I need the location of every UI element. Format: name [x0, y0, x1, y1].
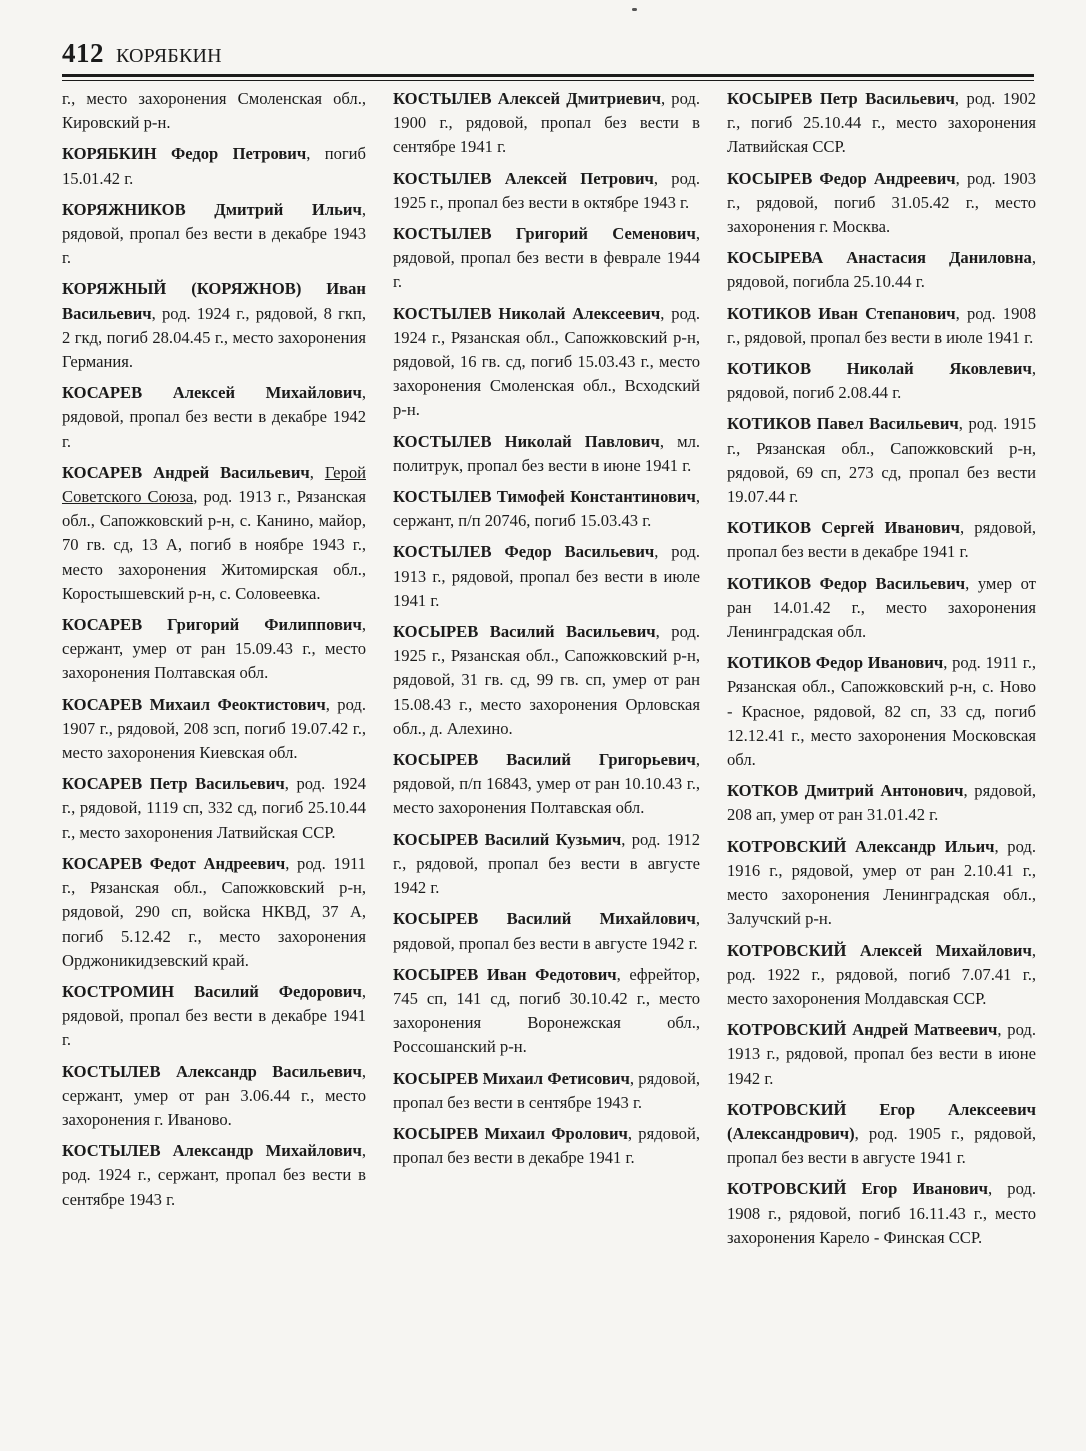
entry-name: КОТРОВСКИЙ Егор Иванович — [727, 1179, 988, 1199]
entry-name: КОТИКОВ Николай Яковлевич — [727, 359, 1032, 379]
entry-name: КОСТЫЛЕВ Николай Павлович — [393, 431, 660, 451]
entry-text: , рядовой, пропал без вести в декабре 1941 г. — [727, 518, 1037, 562]
entry-name: КОСТЫЛЕВ Григорий Семенович — [393, 224, 696, 244]
entry — [393, 748, 700, 821]
entry-text: , мл. политрук, пропал без вести в июне 1941 г. — [393, 431, 700, 475]
entry — [727, 835, 1036, 932]
entry-name: КОСАРЕВ Михаил Феоктистович — [62, 694, 326, 714]
entry-name: КОСТЫЛЕВ Федор Васильевич — [393, 542, 655, 562]
entry-name: КОТИКОВ Федор Васильевич — [727, 573, 966, 593]
entry-name: КОСЫРЕВ Михаил Фролович — [393, 1123, 628, 1143]
entry-name: КОСЫРЕВ Петр Васильевич — [727, 89, 955, 108]
entry — [393, 222, 700, 295]
entry-text: , род. 1925 г., Рязанская обл., Сапожковский р-н, рядовой, 31 гв. сд, 99 гв. сп, умер от ран 15.08.43 г., место захоронения Орловская обл., д. Алехино. — [393, 622, 700, 738]
entry-text: , погиб 15.01.42 г. — [62, 144, 366, 188]
entry-name: КОРЯЖНЫЙ (КОРЯЖНОВ) Иван Васильевич — [62, 279, 366, 323]
entry — [393, 167, 700, 215]
entry-text: , род. 1902 г., погиб 25.10.44 г., место захоронения Латвийская ССР. — [727, 89, 1036, 157]
entry — [727, 1177, 1036, 1250]
entry-name: КОСЫРЕВ Василий Кузьмич — [393, 829, 622, 849]
entry-text: , род. 1913 г., Рязанская обл., Сапожковский р-н, с. Канино, майор, 70 гв. сд, 13 А, погиб в ноябре 1943 г., место захоронения Житомирская обл., Коростышевский р-н, с. Соловеевка. — [62, 487, 366, 603]
header-rule-thin — [62, 80, 1034, 81]
entry-text: , род. 1913 г., рядовой, пропал без вести в июне 1942 г. — [727, 1020, 1036, 1088]
entry-name: КОСАРЕВ Андрей Васильевич — [62, 462, 310, 482]
entry-name: КОСАРЕВ Григорий Филиппович — [62, 615, 362, 635]
entry-text: , род. 1924 г., Рязанская обл., Сапожковский р-н, рядовой, 16 гв. сд, погиб 15.03.43 г., место захоронения Смоленская обл., Всходский р-н. — [393, 303, 700, 420]
entry-name: КОРЯБКИН Федор Петрович — [62, 144, 307, 164]
entry-name: КОСЫРЕВ Федор Андреевич — [727, 168, 956, 188]
entry — [727, 651, 1036, 772]
entry-name: КОТРОВСКИЙ Алексей Михайлович — [727, 940, 1032, 960]
entry-name: КОСЫРЕВ Михаил Фетисович — [393, 1068, 630, 1088]
entry — [62, 461, 366, 606]
entry-text: , род. 1915 г., Рязанская обл., Сапожковский р-н, рядовой, 69 сп, 273 сд, пропал без вести 19.07.44 г. — [727, 414, 1037, 507]
entry-name: КОРЯЖНИКОВ Дмитрий Ильич — [62, 199, 362, 219]
entry-name: КОТРОВСКИЙ Александр Ильич — [727, 836, 995, 856]
page-number: 412 — [62, 38, 104, 68]
entry — [62, 381, 366, 454]
entry-text: , сержант, умер от ран 15.09.43 г., место захоронения Полтавская обл. — [62, 615, 366, 683]
text-column-2 — [393, 87, 700, 1177]
entry-name: КОТКОВ Дмитрий Антонович — [727, 781, 964, 801]
entry-text: , род. 1912 г., рядовой, пропал без вести в августе 1942 г. — [393, 829, 700, 898]
entry — [727, 1018, 1036, 1091]
entry-text: , сержант, умер от ран 3.06.44 г., место захоронения г. Иваново. — [62, 1061, 366, 1129]
entry — [393, 828, 700, 901]
entry — [62, 772, 366, 845]
entry-text: , рядовой, пропал без вести в феврале 1944 г. — [393, 224, 700, 292]
entry — [727, 516, 1036, 564]
entry-text: , род. 1922 г., рядовой, погиб 7.07.41 г., место захоронения Молдавская ССР. — [727, 940, 1036, 1008]
entry-text: , род. 1903 г., рядовой, погиб 31.05.42 г., место захоронения г. Москва. — [727, 168, 1037, 237]
entry-text: , рядовой, пропал без вести в декабре 1941 г. — [393, 1123, 700, 1168]
entry-text: , род. 1916 г., рядовой, умер от ран 2.10.41 г., место захоронения Ленинградская обл., Залучский р-н. — [727, 836, 1036, 929]
entry — [393, 907, 700, 955]
entry-text: , — [309, 462, 325, 482]
entry-text: , рядовой, п/п 16843, умер от ран 10.10.43 г., место захоронения Полтавская обл. — [393, 750, 700, 818]
entry-text: , род. 1924 г., рядовой, 8 гкп, 2 гкд, погиб 28.04.45 г., место захоронения Германия. — [62, 303, 366, 372]
entry — [62, 277, 366, 374]
entry-text: , род. 1911 г., Рязанская обл., Сапожковский р-н, с. Ново - Красное, рядовой, 82 сп, 33 сд, погиб 12.12.41 г., место захоронения Московская обл. — [727, 653, 1036, 770]
entry-text: , рядовой, погиб 2.08.44 г. — [727, 359, 1036, 403]
entry — [393, 1067, 700, 1115]
entry — [62, 613, 366, 686]
entry-name: КОСАРЕВ Петр Васильевич — [62, 774, 285, 794]
entry-name: КОТРОВСКИЙ Егор Алексеевич (Александрович) — [727, 1099, 1036, 1143]
entry — [62, 87, 366, 135]
entry — [727, 167, 1036, 240]
entry-text: , рядовой, 208 ап, умер от ран 31.01.42 г. — [727, 781, 1036, 825]
entry-text: , умер от ран 14.01.42 г., место захоронения Ленинградская обл. — [727, 573, 1036, 642]
entry — [727, 779, 1036, 827]
entry — [727, 302, 1036, 350]
entry — [393, 963, 700, 1060]
entry — [727, 412, 1036, 509]
entry — [393, 430, 700, 478]
running-head: КОРЯБКИН — [116, 45, 222, 67]
entry-text: , род. 1908 г., рядовой, пропал без вести в июле 1941 г. — [727, 303, 1036, 347]
entry-name: КОСАРЕВ Алексей Михайлович — [62, 383, 362, 403]
entry-text: , сержант, п/п 20746, погиб 15.03.43 г. — [393, 487, 700, 531]
entry — [727, 572, 1036, 645]
entry — [62, 198, 366, 271]
entry-text: , род. 1924 г., сержант, пропал без вести в сентябре 1943 г. — [62, 1141, 366, 1209]
entry-text: , рядовой, пропал без вести в декабре 1942 г. — [62, 383, 366, 451]
entry-text: , рядовой, пропал без вести в августе 1942 г. — [393, 909, 700, 953]
entry-text: , род. 1913 г., рядовой, пропал без вести в июле 1941 г. — [393, 542, 700, 610]
entry-text: , род. 1911 г., Рязанская обл., Сапожковский р-н, рядовой, 290 сп, войска НКВД, 37 А, погиб 5.12.42 г., место захоронения Орджоникидзевский край. — [62, 853, 366, 970]
entry-name: КОСЫРЕВ Василий Михайлович — [393, 909, 696, 929]
entry-name: КОСАРЕВ Федот Андреевич — [62, 853, 286, 873]
entry-name: КОТИКОВ Павел Васильевич — [727, 414, 959, 434]
entry — [727, 939, 1036, 1012]
entry-name: КОСЫРЕВ Иван Федотович — [393, 964, 617, 984]
entry — [727, 246, 1036, 294]
entry-award: Герой Советского Союза — [62, 462, 367, 507]
entry — [393, 87, 700, 160]
entry-text: , род. 1905 г., рядовой, пропал без вести в августе 1941 г. — [727, 1123, 1036, 1168]
entry — [62, 980, 366, 1053]
entry — [727, 357, 1036, 405]
entry — [62, 852, 366, 973]
entry — [727, 1098, 1036, 1171]
entry-text: , рядовой, пропал без вести в декабре 1941 г. — [62, 981, 366, 1050]
entry-text: , род. 1924 г., рядовой, 1119 сп, 332 сд, погиб 25.10.44 г., место захоронения Латвийская ССР. — [62, 774, 366, 842]
entry-text: , род. 1900 г., рядовой, пропал без вести в сентябре 1941 г. — [393, 89, 700, 157]
entry — [393, 485, 700, 533]
entry-text: , рядовой, пропал без вести в декабре 1943 г. — [62, 199, 366, 268]
entry-name: КОСЫРЕВА Анастасия Даниловна — [727, 248, 1032, 268]
text-column-3 — [727, 87, 1036, 1257]
entry-name: КОСТЫЛЕВ Тимофей Константинович — [393, 487, 696, 507]
entry — [393, 540, 700, 613]
entry-text: , рядовой, пропал без вести в сентябре 1943 г. — [393, 1068, 700, 1112]
entry-name: КОТРОВСКИЙ Андрей Матвеевич — [727, 1020, 998, 1040]
entry-name: КОСТЫЛЕВ Александр Васильевич — [62, 1061, 362, 1081]
header-rule-thick — [62, 74, 1034, 77]
entry-name: КОСТЫЛЕВ Николай Алексеевич — [393, 303, 661, 323]
entry-name: КОТИКОВ Федор Иванович — [727, 653, 944, 673]
entry-name: КОСЫРЕВ Василий Васильевич — [393, 622, 656, 642]
entry — [62, 693, 366, 766]
entry — [62, 1060, 366, 1133]
text-column-1 — [62, 87, 366, 1219]
entry-text: , род. 1925 г., пропал без вести в октябре 1943 г. — [393, 168, 700, 212]
entry — [393, 1122, 700, 1170]
entry-name: КОСТЫЛЕВ Алексей Дмитриевич — [393, 89, 661, 108]
entry — [62, 142, 366, 190]
entry — [727, 87, 1036, 160]
entry-name: КОТИКОВ Сергей Иванович — [727, 518, 960, 538]
entry — [393, 620, 700, 741]
page-header — [62, 38, 1034, 69]
entry-name: КОСТЫЛЕВ Алексей Петрович — [393, 168, 654, 188]
entry-text: , род. 1908 г., рядовой, погиб 16.11.43 г., место захоронения Карело - Финская ССР. — [727, 1179, 1036, 1247]
entry — [393, 302, 700, 423]
entry-text: , рядовой, погибла 25.10.44 г. — [727, 248, 1036, 292]
entry-name: КОТИКОВ Иван Степанович — [727, 303, 956, 323]
entry — [62, 1139, 366, 1212]
entry-name: КОСТРОМИН Василий Федорович — [62, 981, 362, 1001]
entry-text: , ефрейтор, 745 сп, 141 сд, погиб 30.10.42 г., место захоронения Воронежская обл., Россошанский р-н. — [393, 964, 701, 1057]
printing-speck — [632, 8, 637, 11]
entry-name: КОСТЫЛЕВ Александр Михайлович — [62, 1141, 362, 1161]
entry-name: КОСЫРЕВ Василий Григорьевич — [393, 750, 696, 770]
entry-text: , род. 1907 г., рядовой, 208 зсп, погиб 19.07.42 г., место захоронения Киевская обл. — [62, 694, 366, 763]
entry-text: г., место захоронения Смоленская обл., Кировский р-н. — [62, 89, 366, 133]
